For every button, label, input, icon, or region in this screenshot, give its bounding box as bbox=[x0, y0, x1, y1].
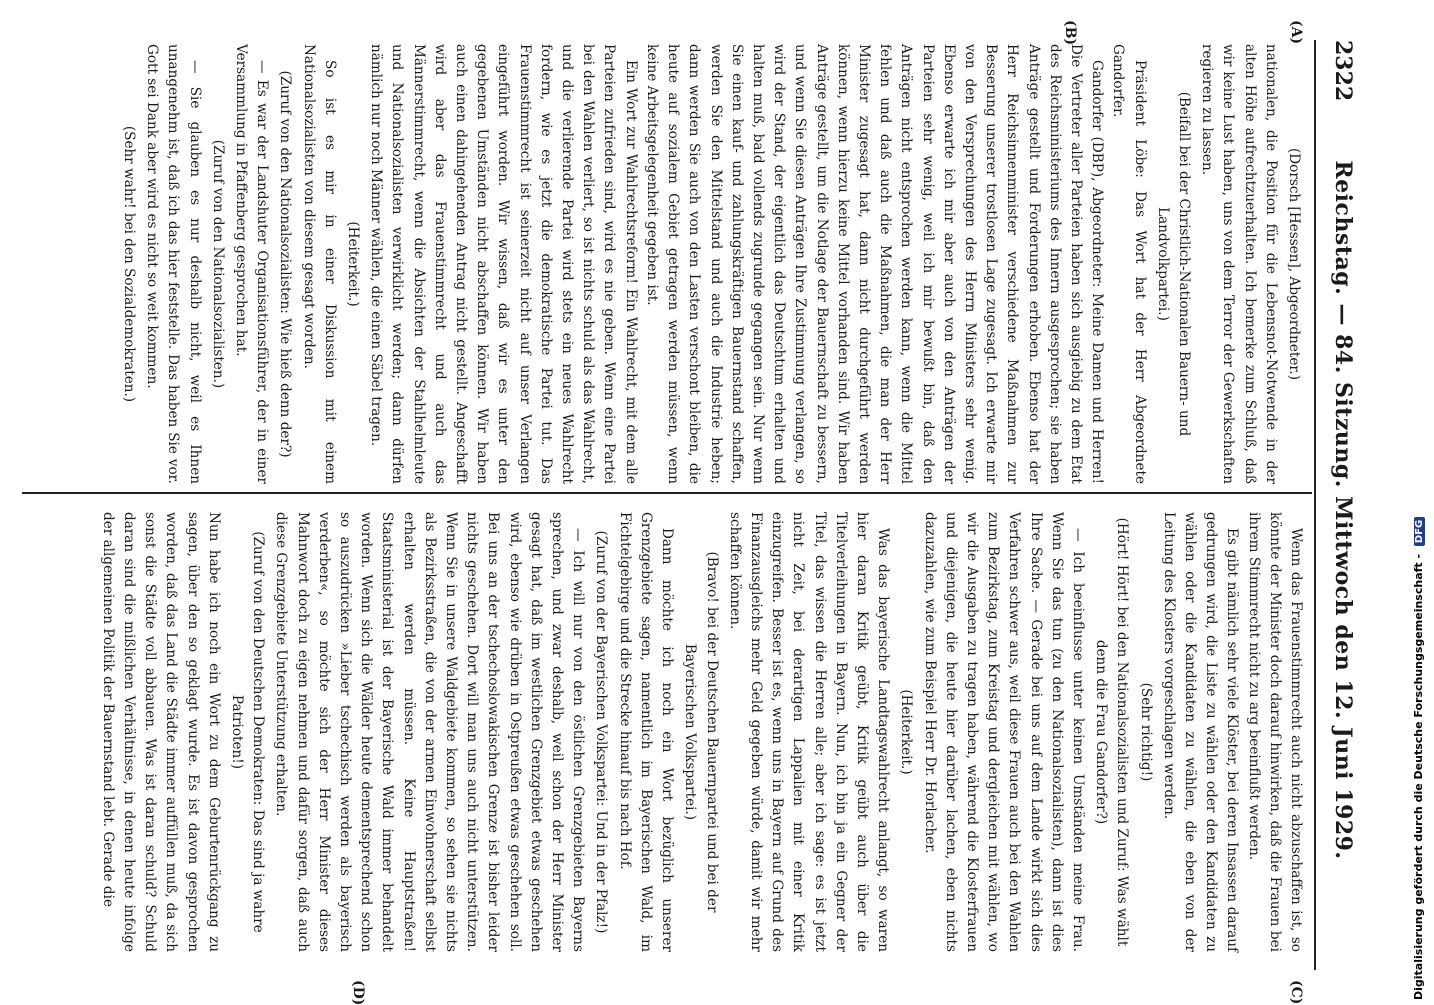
paragraph: Ein Wort zur Wahlrechtsreform! Ein Wahlrecht, mit dem alle Parteien zufrieden sind, wird es nie geben. Wenn eine Partei bei den Wahlen verliert, so ist nichts schuld als das Wahlrecht, und die verlierende Partei wird stets ein neues Wahlrecht fordern, wie es jetzt die demokratische Partei tut. Das Frauenstimmrecht ist seinerzeit nicht auf unser Verlangen eingeführt worden. Wir wissen, daß wir es unter den gegebenen Umständen nicht abschaffen können. Wir haben auch einen dahingehenden Antrag nicht gestellt. Angeschafft wird aber das Frauenstimmrecht und auch das Männerstimmrecht, wenn die Absichten der Stahlhelmleute und Nationalsozialisten verwirklicht werden; dann dürfen nämlich nur noch Männer wählen, die einen Säbel tragen. bbox=[368, 44, 639, 484]
paragraph: Dann möchte ich noch ein Wort bezüglich unserer Grenzgebiete sagen, namentlich im Bayerischen Wald, im Fichtelgebirge und die Strecke hinauf bis nach Hof. bbox=[616, 512, 676, 952]
paragraph: — Sie glauben es nur deshalb nicht, weil es Ihnen unangenehm ist, daß ich das hier feststelle. Das haben Sie vor. Gott sei Dank aber wird es nicht so weit kommen. bbox=[144, 44, 203, 484]
paragraph: — Es war der Landshuter Organisationsführer, der in einer Versammlung in Pfaffenberg gesprochen hat. bbox=[233, 44, 271, 484]
dfg-logo: DFG bbox=[1414, 517, 1425, 546]
paragraph: Wenn das Frauenstimmrecht auch nicht abzuschaffen ist, so könnte der Minister doch darauf hinwirken, daß die Frauen bei ihrem Stimmrecht nicht zu arg beeinflußt werden. bbox=[1245, 512, 1304, 952]
paragraph: Es gibt nämlich sehr viele Klöster, bei deren Insassen darauf gedrungen wird, die Liste zu wählen oder den Kandidaten zu wählen oder die Kandidaten zu wählen, die eben von der Leitung des Klosters vorgeschlagen werden. bbox=[1160, 512, 1241, 952]
page-number: 2322 bbox=[1330, 40, 1356, 102]
paragraph: Präsident Löbe: Das Wort hat der Herr Abgeordnete Gandorfer. bbox=[1110, 44, 1148, 484]
interjection: (Hört! Hört! bei den Nationalsozialisten und Zuruf: Was wählt denn die Frau Gandorfer?) bbox=[1093, 517, 1131, 947]
interjection: (Sehr wahr! bei den Sozialdemokraten.) bbox=[121, 125, 138, 403]
margin-mark-c: (C) bbox=[1288, 980, 1304, 1005]
left-column bbox=[116, 44, 1306, 484]
margin-mark-b: (B) bbox=[1062, 20, 1078, 46]
margin-mark-d: (D) bbox=[350, 980, 366, 1005]
interjection: (Sehr richtig!) bbox=[1137, 682, 1154, 782]
digitization-credit bbox=[1412, 0, 1432, 1000]
paragraph: nationalen, die Position für die Lebensnot-Notwende in der alten Höhe aufrechtzuerhalten. Ich bemerke zum Schluß, daß wir keine Lust haben, uns von dem Terror der Gewerkschaften regieren zu lassen. bbox=[1199, 44, 1279, 484]
paragraph: — Ich will nur von den östlichen Grenzgebieten Bayerns sprechen, und zwar deshalb, weil schon der Herr Minister gesagt hat, daß im westlichen Grenzgebiet etwas geschehen wird, ebenso wie drüben in Ostpreußen etwas geschehen soll. Bei uns an der tschechoslowakischen Grenze ist bisher leider nichts geschehen. Dort will man uns auch nicht unterstützen. Wenn Sie in unsere Waldgebiete kommen, so sehen sie nichts als Bezirksstraßen, die von der armen Einwohnerschaft selbst erhalten werden müssen. Keine Hauptstraßen! Staatsministerial ist der Bayerische Wald immer behandelt worden. Wenn sich die Wälder heute dementsprechend schon so auszudrücken »Lieber tschechisch werden als bayerisch verderben«, so möchte sich der Herr Minister dieses Mahnwort doch zu eigen nehmen und dafür sorgen, daß auch diese Grenzgebiete Unterstützung erhalten. bbox=[273, 512, 587, 952]
paragraph: Nun habe ich noch ein Wort zu dem Geburtenrückgang zu sagen, über den so geklagt wurde. Es ist davon gesprochen worden, daß das Land die Städte immer auffüllen muß, da sich sonst die Städte voll abbauen. Was ist daran schuld? Schuld daran sind die mißlichen Verhältnisse, in denen heute infolge der allgemeinen Politik der Bauernstand lebt. Gerade die bbox=[99, 512, 222, 952]
interjection: (Zuruf von den Nationalsozialisten.) bbox=[209, 139, 226, 389]
margin-mark-a: (A) bbox=[1288, 20, 1304, 45]
interjection: (Dorsch [Hessen], Abgeordneter.) bbox=[1286, 147, 1302, 381]
running-title: Reichstag. — 84. Sitzung. Mittwoch den 12. Juni 1929. bbox=[1330, 160, 1356, 860]
interjection: (Zuruf von den Deutschen Demokraten: Das sind ja wahre Patrioten!) bbox=[229, 531, 267, 933]
right-column bbox=[97, 512, 1306, 952]
paragraph: Was das bayerische Landtagswahlrecht anlangt, so waren hier daran Kritik geübt, Kritik geübt auch über die Titelverleihungen in Bayern. Nun, ich bin ja ein Gegner der Titel, das wissen die Herren alle; aber ich sage: es ist jetzt nicht Zeit, bei derartigen Lappalien mit einer Kritik einzugreifen. Besser ist es, wenn uns in Bayern auf Grund des Finanzausgleichs mehr Geld gegeben würde, damit wir mehr schaffen können. bbox=[726, 512, 892, 952]
column-divider bbox=[22, 492, 1312, 494]
paragraph: So ist es mir in einer Diskussion mit einem Nationalsozialisten von diesem gesagt worden. bbox=[300, 44, 338, 484]
interjection: (Beifall bei der Christlich-Nationalen Bauern- und Landvolkpartei.) bbox=[1154, 91, 1192, 437]
interjection: (Zuruf von den Nationalsozialisten: Wie hieß denn der?) bbox=[277, 70, 294, 458]
interjection: (Bravo! bei der Deutschen Bauernpartei und bei der Bayerischen Volkspartei.) bbox=[682, 551, 720, 913]
interjection: (Heiterkeit.) bbox=[345, 221, 362, 307]
credit-text: Digitalisierung gefördert durch die Deutsche Forschungsgemeinschaft - bbox=[1412, 553, 1425, 1000]
paragraph: Gandorfer (DBP), Abgeordneter: Meine Damen und Herren! Die Vertreter aller Parteien haben sich ausgiebig zu dem Etat des Reichsministeriums des Innern ausgesprochen; sie haben Anträge gestellt und Forderungen erhoben. Ebenso hat der Herr Reichsinnenminister verschiedene Maßnahmen zur Besserung unserer trostlosen Lage zugesagt. Ich erwarte mir von den Versprechungen des Herrn Ministers sehr wenig. Ebenso erwarte ich mir aber auch von den Anträgen der Parteien sehr wenig, weil ich mir bewußt bin, daß den Anträgen nicht entsprochen werden kann, wenn die Mittel fehlen und daß auch die Maßnahmen, die man der Herr Minister zugesagt hat, dann nicht durchgeführt werden können, wenn hierzu keine Mittel vorhanden sind. Wir haben Anträge gestellt, um die Notlage der Bauernschaft zu bessern, und wenn Sie diesen Anträgen Ihre Zustimmung verlangen, so wird der Stand, der eigentlich das Deutschtum erhalten und halten muß, bald vollends zugrunde gegangen sein. Nur wenn Sie einen kauf- und zahlungskräftigen Bauernstand schaffen, werden Sie den Mittelstand und auch die Industrie heben; dann werden Sie auch von den Lasten verschont bleiben, die heute auf sozialem Gebiet getragen werden müssen, wenn keine Arbeitsgelegenheit gegeben ist. bbox=[643, 44, 1106, 484]
page-header bbox=[1316, 40, 1356, 970]
header-rule bbox=[1314, 40, 1316, 970]
interjection: (Heiterkeit.) bbox=[898, 689, 915, 775]
paragraph: — Ich beeinflusse unter keinen Umständen meine Frau. Wenn Sie das tun (zu den Nationalsozialisten), dann ist dies Ihre Sache. — Gerade bei uns auf dem Lande wirkt sich dies Verfahren schwer aus, weil diese Frauen auch bei den Wahlen zum Bezirkstag, zum Kreistag und dergleichen mit wählen, wo wir die Ausgaben zu tragen haben, während die Klosterfrauen und diejenigen, die heute hier darüber lachen, eben nichts dazuzahlen, wie zum Beispiel Herr Dr. Horlacher. bbox=[921, 512, 1086, 952]
interjection: (Zuruf von der Bayerischen Volkspartei: Und in der Pfalz!) bbox=[593, 530, 610, 934]
